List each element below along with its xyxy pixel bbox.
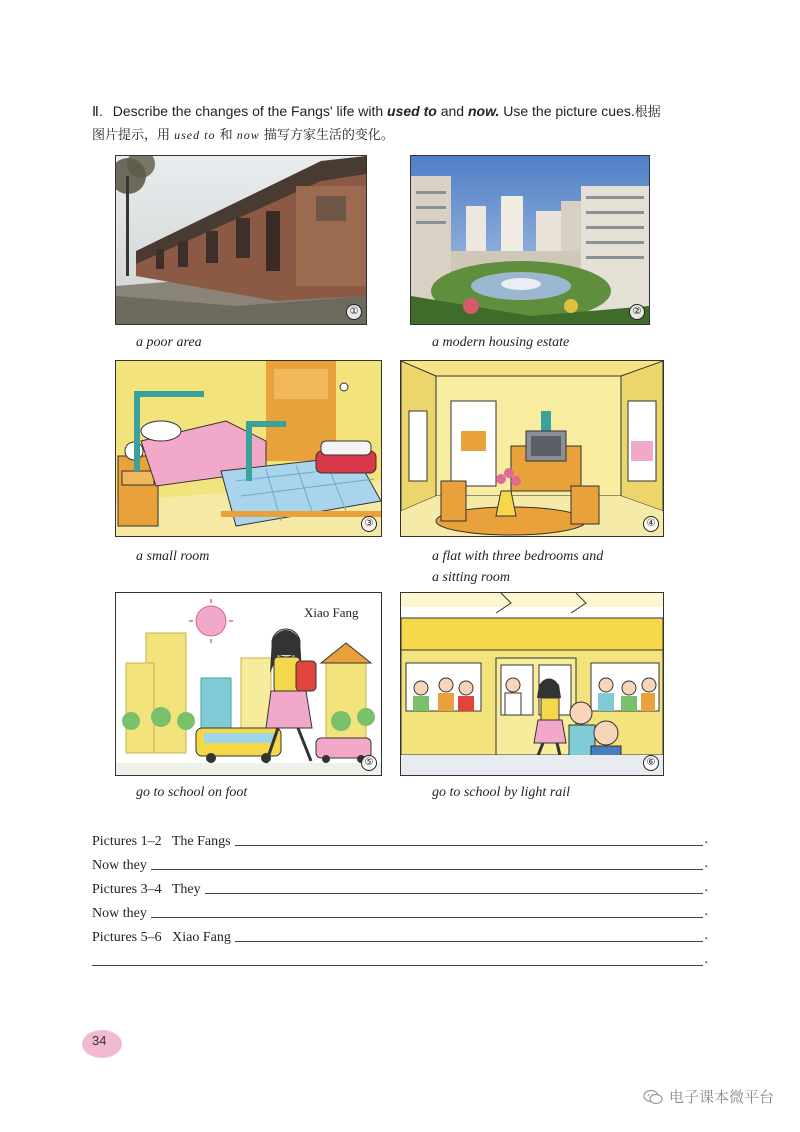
wechat-icon: [643, 1089, 663, 1105]
picture-light-rail: [400, 592, 664, 776]
picture-on-foot: [115, 592, 382, 776]
instruction-cn-4: 描写方家生活的变化。: [259, 128, 394, 143]
line-period: .: [704, 856, 708, 871]
caption-flat-line2: a sitting room: [432, 570, 511, 585]
picture-number-badge: ④: [643, 516, 659, 532]
blank-line[interactable]: [92, 965, 703, 966]
picture-small-room: [115, 360, 382, 537]
writing-line-now-they-1[interactable]: [92, 852, 708, 874]
picture-number-badge: ③: [361, 516, 377, 532]
line-period: .: [704, 832, 708, 847]
caption-light-rail: go to school by light rail: [432, 785, 571, 800]
page-number: 34: [92, 1033, 107, 1048]
blank-line[interactable]: [235, 941, 703, 942]
caption-poor-area: a poor area: [136, 335, 202, 350]
instruction-and: and: [436, 103, 468, 119]
writing-line-now-they-2[interactable]: [92, 900, 708, 922]
keyword-used-to: used to: [387, 103, 437, 119]
instruction-cn-2: 图片提示，用: [92, 128, 175, 143]
blank-line[interactable]: [205, 893, 703, 894]
watermark-text: 电子课本微平台: [668, 1088, 774, 1106]
picture-number-badge: ②: [629, 304, 645, 320]
writing-line-label: Pictures 1–2 The Fangs: [92, 834, 231, 849]
blank-line[interactable]: [151, 869, 703, 870]
picture-number-badge: ⑤: [361, 755, 377, 771]
instruction-cn-kw2: now: [236, 128, 260, 142]
caption-small-room: a small room: [136, 549, 210, 564]
keyword-now: now.: [467, 103, 500, 119]
writing-line-label: Now they: [92, 858, 147, 873]
picture-modern-housing-estate: [410, 155, 650, 325]
caption-on-foot: go to school on foot: [136, 785, 248, 800]
poor-area-photo: [116, 156, 366, 324]
exercise-instruction: [92, 100, 732, 147]
writing-line-label: Pictures 3–4 They: [92, 882, 201, 897]
light-rail-illustration: [401, 593, 663, 775]
modern-estate-photo: [411, 156, 649, 324]
instruction-text: Describe the changes of the Fangs' life with: [112, 103, 388, 119]
instruction-cn-1: 根据: [634, 105, 661, 120]
line-period: .: [704, 928, 708, 943]
blank-line[interactable]: [235, 845, 703, 846]
picture-poor-area: [115, 155, 367, 325]
writing-line-pictures-5-6[interactable]: [92, 924, 708, 946]
blank-line[interactable]: [151, 917, 703, 918]
instruction-cn-3: 和: [215, 128, 237, 143]
writing-line-label: Now they: [92, 906, 147, 921]
picture-number-badge: ①: [346, 304, 362, 320]
instruction-cn-kw1: used to: [174, 128, 216, 142]
line-period: .: [704, 904, 708, 919]
picture-number-badge: ⑥: [643, 755, 659, 771]
watermark: [643, 1086, 774, 1107]
instruction-cues: Use the picture cues.: [499, 103, 635, 119]
caption-flat: [432, 546, 603, 588]
picture-flat: [400, 360, 664, 537]
caption-flat-line1: a flat with three bedrooms and: [432, 549, 604, 564]
line-period: .: [704, 880, 708, 895]
small-room-illustration: [116, 361, 381, 536]
xiao-fang-label: Xiao Fang: [304, 605, 359, 620]
writing-line-blank[interactable]: [92, 948, 708, 970]
line-period: .: [704, 952, 708, 967]
flat-illustration: [401, 361, 663, 536]
caption-modern-housing-estate: a modern housing estate: [432, 335, 570, 350]
writing-line-label: Pictures 5–6 Xiao Fang: [92, 930, 231, 945]
exercise-number: Ⅱ.: [92, 103, 103, 119]
writing-line-pictures-3-4[interactable]: [92, 876, 708, 898]
writing-line-pictures-1-2[interactable]: [92, 828, 708, 850]
